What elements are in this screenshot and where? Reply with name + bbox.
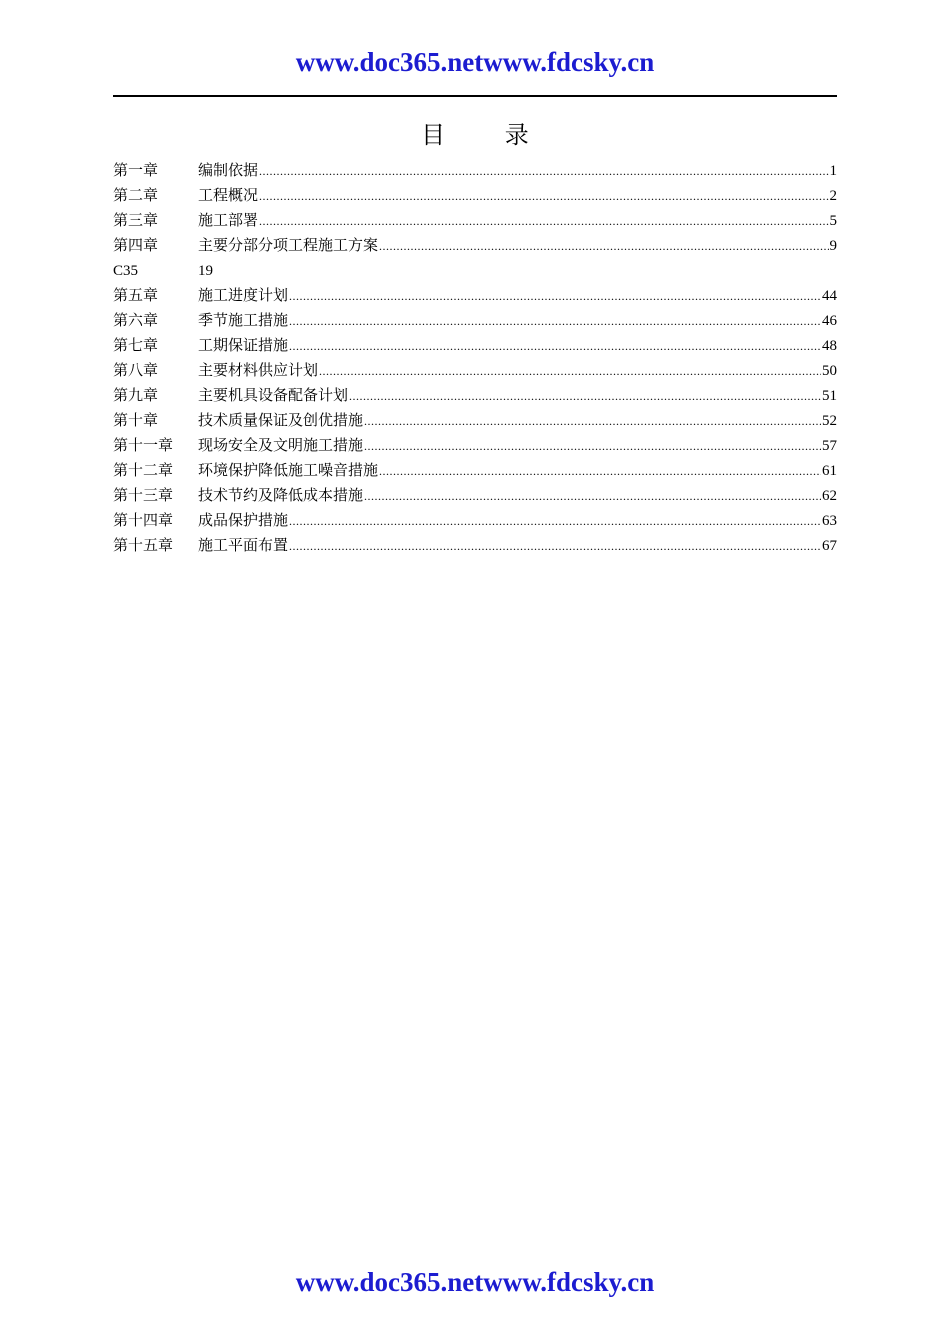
toc-page-number: 62 [822,488,837,504]
toc-page-number: 67 [822,538,837,554]
toc-entry[interactable] [113,184,837,209]
table-of-contents [113,159,837,559]
toc-entry[interactable] [113,509,837,534]
toc-entry[interactable] [113,434,837,459]
toc-entry[interactable] [113,384,837,409]
toc-page-number: 50 [822,363,837,379]
toc-entry[interactable] [113,334,837,359]
toc-leader-dots [289,534,821,559]
toc-page-number: 52 [822,413,837,429]
toc-page-number: 44 [822,288,837,304]
toc-chapter-title: 19 [198,263,213,279]
toc-entry[interactable] [113,209,837,234]
toc-chapter-number: 第八章 [113,363,159,379]
toc-chapter-number: 第六章 [113,313,159,329]
footer-url[interactable]: www.doc365.netwww.fdcsky.cn [295,1267,655,1297]
toc-chapter-title: 季节施工措施 [198,313,289,329]
toc-chapter-title: 主要分部分项工程施工方案 [198,238,379,254]
toc-entry[interactable] [113,484,837,509]
toc-chapter-number: 第四章 [113,238,159,254]
toc-page-number: 9 [829,238,837,254]
toc-chapter-title: 主要机具设备配备计划 [198,388,349,404]
toc-leader-dots [379,459,821,484]
toc-chapter-number: 第十五章 [113,538,174,554]
toc-leader-dots [289,509,821,534]
toc-leader-dots [364,484,821,509]
toc-chapter-number: C35 [113,263,139,279]
toc-chapter-title: 工程概况 [198,188,259,204]
toc-chapter-title: 主要材料供应计划 [198,363,319,379]
toc-entry[interactable] [113,159,837,184]
toc-chapter-number: 第三章 [113,213,159,229]
toc-chapter-number: 第十三章 [113,488,174,504]
toc-page-number: 48 [822,338,837,354]
toc-page-number: 5 [829,213,837,229]
toc-chapter-title: 施工进度计划 [198,288,289,304]
toc-page-number: 1 [829,163,837,179]
toc-leader-dots [379,234,828,259]
toc-chapter-title: 技术质量保证及创优措施 [198,413,364,429]
toc-chapter-title: 环境保护降低施工噪音措施 [198,463,379,479]
toc-chapter-number: 第二章 [113,188,159,204]
toc-chapter-title: 现场安全及文明施工措施 [198,438,364,454]
toc-entry[interactable] [113,459,837,484]
toc-chapter-title: 施工部署 [198,213,259,229]
toc-leader-dots [259,209,828,234]
toc-chapter-title: 编制依据 [198,163,259,179]
toc-chapter-title: 施工平面布置 [198,538,289,554]
toc-entry[interactable] [113,409,837,434]
toc-entry[interactable] [113,234,837,259]
toc-entry[interactable] [113,284,837,309]
toc-leader-dots [364,409,821,434]
toc-entry[interactable] [113,359,837,384]
toc-heading: 目 录 [421,121,555,149]
toc-page-number: 51 [822,388,837,404]
toc-chapter-title: 成品保护措施 [198,513,289,529]
toc-entry[interactable] [113,309,837,334]
toc-chapter-number: 第一章 [113,163,159,179]
toc-page-number: 46 [822,313,837,329]
toc-page-number: 2 [829,188,837,204]
toc-chapter-number: 第十二章 [113,463,174,479]
toc-chapter-number: 第五章 [113,288,159,304]
toc-chapter-number: 第九章 [113,388,159,404]
toc-chapter-number: 第十四章 [113,513,174,529]
toc-page-number: 63 [822,513,837,529]
toc-entry[interactable] [113,534,837,559]
toc-entry[interactable] [113,259,837,284]
toc-chapter-number: 第十章 [113,413,159,429]
header-divider [113,95,837,97]
toc-page-number: 61 [822,463,837,479]
toc-leader-dots [349,384,821,409]
toc-leader-dots [289,284,821,309]
toc-leader-dots [289,334,821,359]
toc-chapter-title: 技术节约及降低成本措施 [198,488,364,504]
header-url[interactable]: www.doc365.netwww.fdcsky.cn [295,47,655,77]
toc-leader-dots [259,184,828,209]
toc-leader-dots [259,159,828,184]
toc-chapter-number: 第七章 [113,338,159,354]
toc-page-number: 57 [822,438,837,454]
toc-leader-dots [289,309,821,334]
toc-chapter-number: 第十一章 [113,438,174,454]
toc-chapter-title: 工期保证措施 [198,338,289,354]
toc-leader-dots [319,359,821,384]
toc-leader-dots [364,434,821,459]
